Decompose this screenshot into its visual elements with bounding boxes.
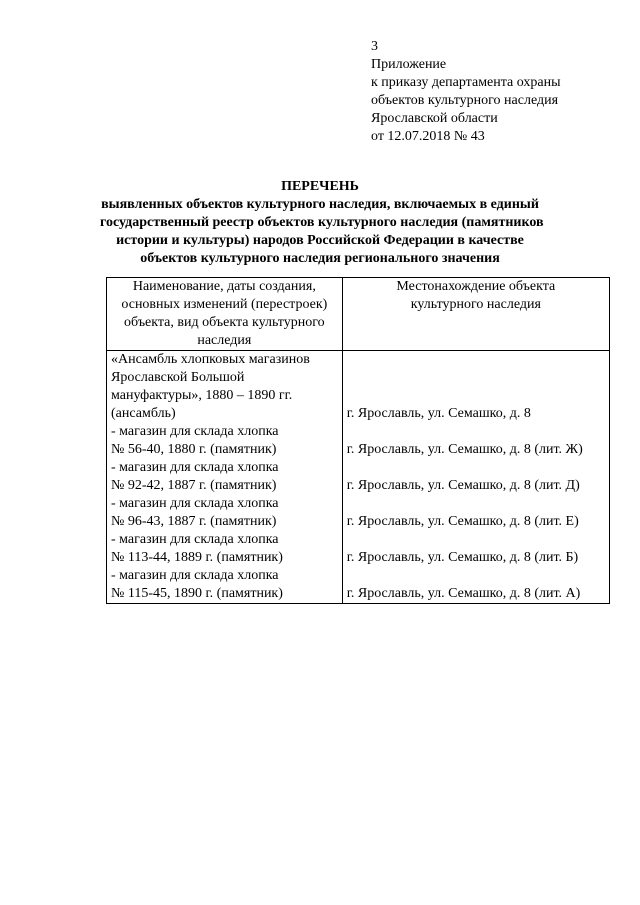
appendix-line: от 12.07.2018 № 43 [371, 129, 485, 144]
title-heading: ПЕРЕЧЕНЬ [281, 179, 359, 194]
location-line [347, 423, 605, 441]
object-name-line: - магазин для склада хлопка [111, 496, 279, 511]
object-name-line: - магазин для склада хлопка [111, 568, 279, 583]
object-name-line: № 115-45, 1890 г. (памятник) [111, 586, 283, 601]
page-number: 3 [371, 39, 378, 54]
location-line [347, 369, 605, 387]
appendix-block [371, 56, 561, 146]
table-header-row [107, 278, 610, 351]
object-name-line: № 92-42, 1887 г. (памятник) [111, 478, 277, 493]
object-name-line: № 96-43, 1887 г. (памятник) [111, 514, 277, 529]
appendix-line: Приложение [371, 57, 447, 72]
object-name-line: - магазин для склада хлопка [111, 424, 279, 439]
location-line [347, 567, 605, 585]
header-line: Местонахождение объекта [396, 279, 556, 294]
object-name-line: - магазин для склада хлопка [111, 460, 279, 475]
appendix-line: объектов культурного наследия [371, 93, 559, 108]
location-line: г. Ярославль, ул. Семашко, д. 8 [346, 406, 531, 421]
object-locations-cell [342, 351, 609, 604]
document-title [100, 178, 544, 268]
object-name-line: - магазин для склада хлопка [111, 532, 279, 547]
location-line [347, 495, 605, 513]
location-line [347, 387, 605, 405]
object-name-line: № 56-40, 1880 г. (памятник) [111, 442, 277, 457]
object-name-line: «Ансамбль хлопковых магазинов [111, 352, 310, 367]
objects-table [106, 277, 610, 604]
header-line: объекта, вид объекта культурного [124, 315, 325, 330]
appendix-line: к приказу департамента охраны [371, 75, 561, 90]
header-cell-name [107, 278, 343, 351]
location-line: г. Ярославль, ул. Семашко, д. 8 (лит. Д) [346, 478, 580, 493]
header-line: наследия [197, 333, 252, 348]
object-names-cell [107, 351, 343, 604]
appendix-line: Ярославской области [371, 111, 498, 126]
location-line: г. Ярославль, ул. Семашко, д. 8 (лит. А) [346, 586, 581, 601]
object-name-line: мануфактуры», 1880 – 1890 гг. [111, 388, 293, 403]
title-line: государственный реестр объектов культурного наследия (памятников [100, 215, 544, 230]
object-name-line: Ярославской Большой [111, 370, 245, 385]
object-name-line: № 113-44, 1889 г. (памятник) [111, 550, 283, 565]
title-line: истории и культуры) народов Российской Федерации в качестве [116, 233, 524, 248]
location-line [347, 531, 605, 549]
header-line: основных изменений (перестроек) [121, 297, 328, 312]
header-line: Наименование, даты создания, [132, 279, 316, 294]
header-line: культурного наследия [410, 297, 541, 312]
object-name-line: (ансамбль) [111, 406, 176, 421]
table-row [107, 351, 610, 604]
location-line: г. Ярославль, ул. Семашко, д. 8 (лит. Б) [346, 550, 579, 565]
location-line: г. Ярославль, ул. Семашко, д. 8 (лит. Е) [346, 514, 579, 529]
title-line: выявленных объектов культурного наследия, включаемых в единый [101, 197, 539, 212]
header-cell-location [342, 278, 609, 351]
title-line: объектов культурного наследия регионального значения [140, 251, 500, 266]
location-line [347, 351, 605, 369]
location-line [347, 459, 605, 477]
location-line: г. Ярославль, ул. Семашко, д. 8 (лит. Ж) [346, 442, 583, 457]
